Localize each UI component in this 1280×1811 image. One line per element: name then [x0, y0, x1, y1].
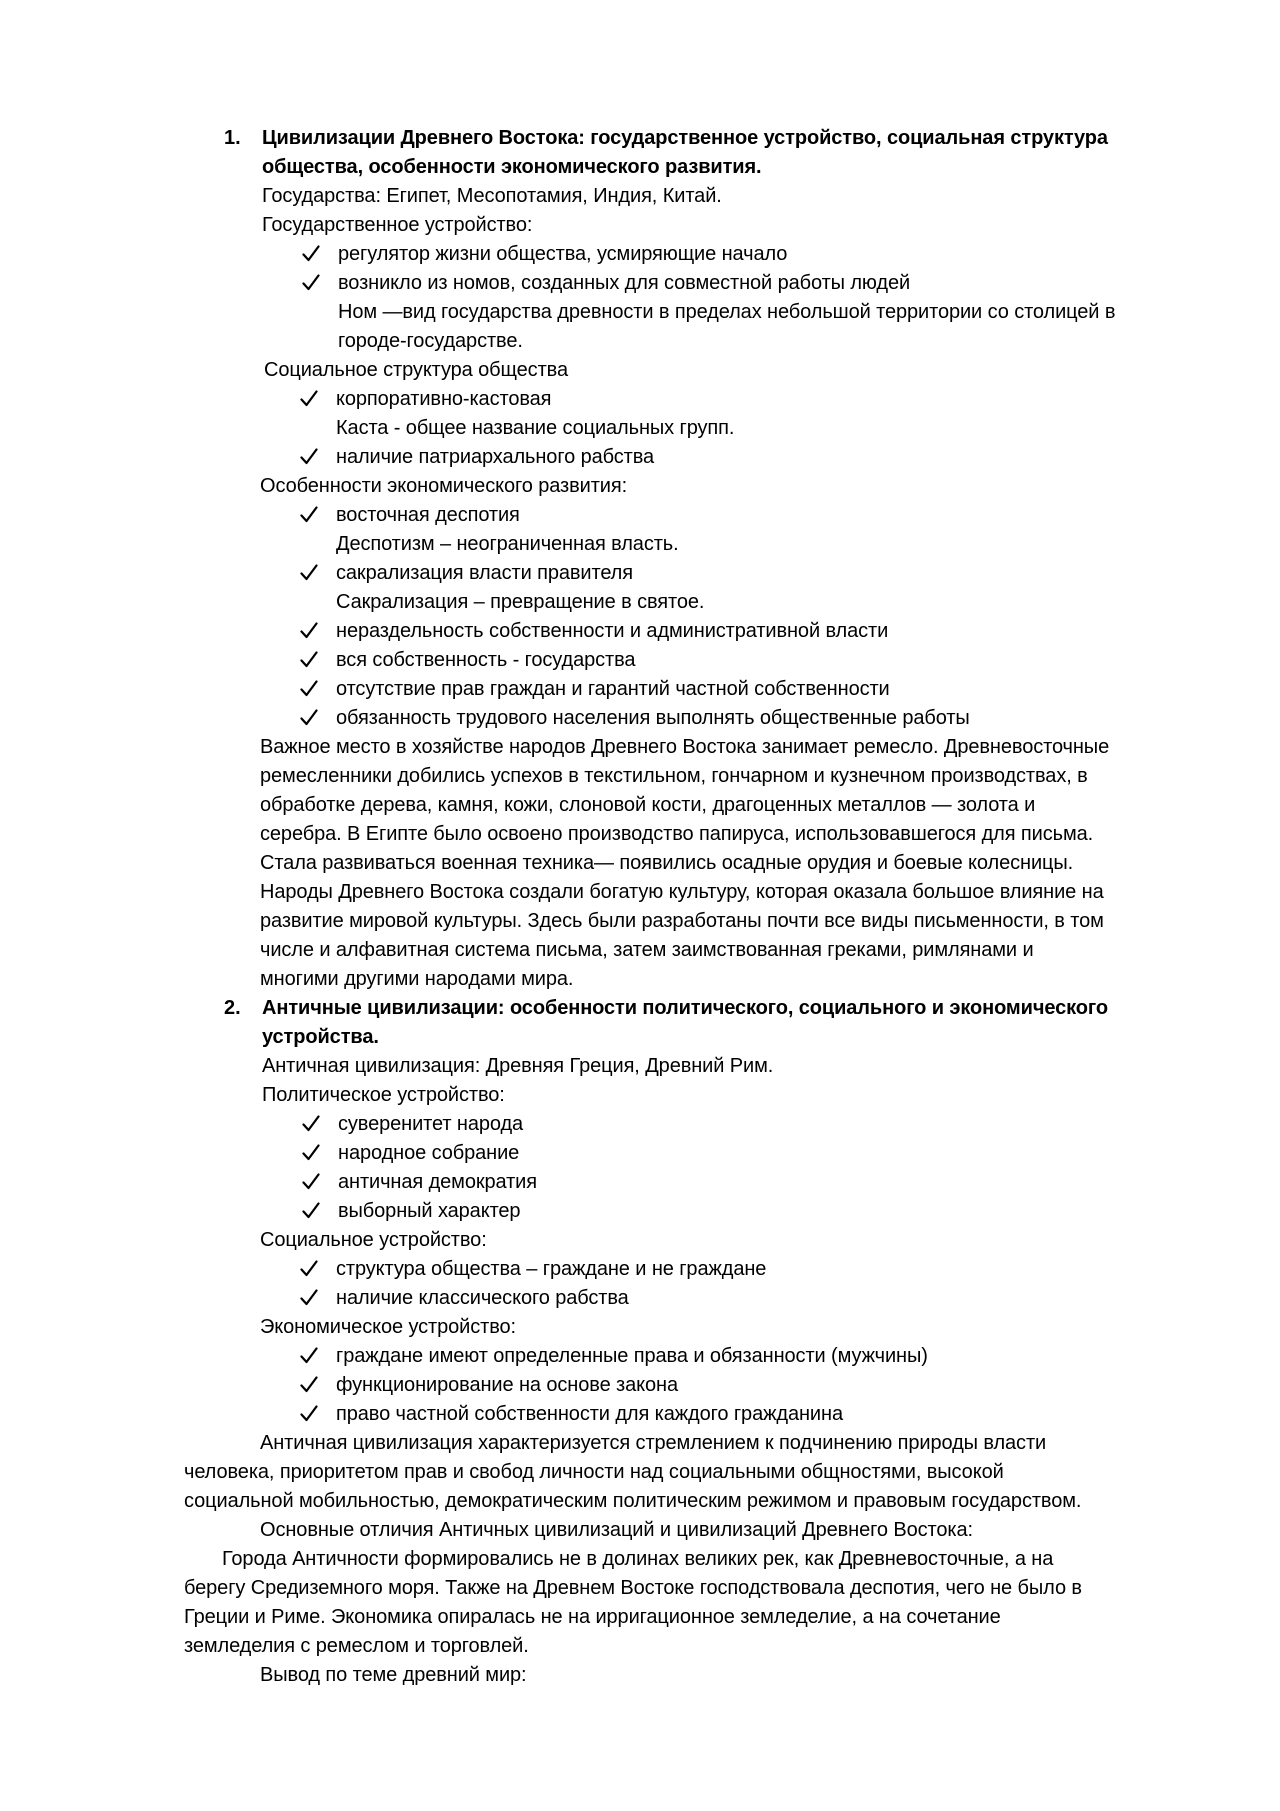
paragraph-line: развитие мировой культуры. Здесь были разработаны почти все виды письменности, в том	[260, 910, 1104, 932]
definition-text: Сакрализация – превращение в святое.	[336, 591, 705, 613]
paragraph-line: числе и алфавитная система письма, затем заимствованная греками, римлянами и	[260, 939, 1034, 961]
paragraph-line: Важное место в хозяйстве народов Древнего Востока занимает ремесло. Древневосточные	[260, 736, 1110, 758]
checkmark-icon	[300, 1255, 320, 1284]
checkmark-icon	[302, 269, 322, 298]
list-item: обязанность трудового населения выполнять общественные работы	[336, 707, 970, 729]
subheading: Особенности экономического развития:	[260, 475, 628, 497]
list-item: корпоративно-кастовая	[336, 388, 552, 410]
checkmark-icon	[302, 1139, 322, 1168]
list-item: структура общества – граждане и не граждане	[336, 1258, 767, 1280]
subheading: Экономическое устройство:	[260, 1316, 516, 1338]
list-item: народное собрание	[338, 1142, 520, 1164]
subheading: Социальное устройство:	[260, 1229, 487, 1251]
checkmark-icon	[302, 1110, 322, 1139]
definition-text: Каста - общее название социальных групп.	[336, 417, 735, 439]
checkmark-icon	[302, 1168, 322, 1197]
list-item: восточная деспотия	[336, 504, 520, 526]
list-item: регулятор жизни общества, усмиряющие начало	[338, 243, 788, 265]
list-item: сакрализация власти правителя	[336, 562, 633, 584]
checkmark-icon	[300, 443, 320, 472]
paragraph-line: социальной мобильностью, демократическим политическим режимом и правовым государством.	[184, 1490, 1082, 1512]
list-item: отсутствие прав граждан и гарантий частной собственности	[336, 678, 890, 700]
section-title: Цивилизации Древнего Востока: государственное устройство, социальная структура	[262, 127, 1108, 149]
section-number: 1.	[224, 127, 241, 149]
subheading: Государственное устройство:	[262, 214, 533, 236]
states-line: Античная цивилизация: Древняя Греция, Древний Рим.	[262, 1055, 774, 1077]
subheading: Политическое устройство:	[262, 1084, 505, 1106]
list-item: выборный характер	[338, 1200, 521, 1222]
checkmark-icon	[300, 675, 320, 704]
paragraph-heading: Основные отличия Античных цивилизаций и цивилизаций Древнего Востока:	[260, 1519, 973, 1541]
paragraph-line: ремесленники добились успехов в текстильном, гончарном и кузнечном производствах, в	[260, 765, 1088, 787]
checkmark-icon	[300, 1371, 320, 1400]
checkmark-icon	[302, 1197, 322, 1226]
paragraph-line: берегу Средиземного моря. Также на Древнем Востоке господствовала деспотия, чего не было в	[184, 1577, 1082, 1599]
paragraph-line: обработке дерева, камня, кожи, слоновой кости, драгоценных металлов — золота и	[260, 794, 1036, 816]
paragraph-line: земледелия с ремеслом и торговлей.	[184, 1635, 529, 1657]
definition-text: Деспотизм – неограниченная власть.	[336, 533, 679, 555]
paragraph-line: Города Античности формировались не в долинах великих рек, как Древневосточные, а на	[222, 1548, 1054, 1570]
checkmark-icon	[300, 646, 320, 675]
paragraph-line: многими другими народами мира.	[260, 968, 574, 990]
paragraph-line: Греции и Риме. Экономика опиралась не на ирригационное земледелие, а на сочетание	[184, 1606, 1001, 1628]
definition-text: Ном —вид государства древности в пределах небольшой территории со столицей в	[338, 301, 1116, 323]
section-title: устройства.	[262, 1026, 379, 1048]
list-item: граждане имеют определенные права и обязанности (мужчины)	[336, 1345, 928, 1367]
definition-text: городе-государстве.	[338, 330, 523, 352]
paragraph-line: Стала развиваться военная техника— появились осадные орудия и боевые колесницы.	[260, 852, 1074, 874]
list-item: античная демократия	[338, 1171, 537, 1193]
section-number: 2.	[224, 997, 241, 1019]
list-item: наличие патриархального рабства	[336, 446, 655, 468]
list-item: вся собственность - государства	[336, 649, 636, 671]
paragraph-line: Античная цивилизация характеризуется стремлением к подчинению природы власти	[260, 1432, 1047, 1454]
checkmark-icon	[300, 1284, 320, 1313]
checkmark-icon	[300, 501, 320, 530]
paragraph-line: Народы Древнего Востока создали богатую культуру, которая оказала большое влияние на	[260, 881, 1104, 903]
checkmark-icon	[300, 1342, 320, 1371]
paragraph-line: серебра. В Египте было освоено производство папируса, использовавшегося для письма.	[260, 823, 1094, 845]
list-item: наличие классического рабства	[336, 1287, 629, 1309]
subheading: Социальное структура общества	[264, 359, 568, 381]
list-item: возникло из номов, созданных для совместной работы людей	[338, 272, 911, 294]
paragraph-line: человека, приоритетом прав и свобод личности над социальными общностями, высокой	[184, 1461, 1004, 1483]
checkmark-icon	[300, 617, 320, 646]
checkmark-icon	[302, 240, 322, 269]
list-item: право частной собственности для каждого гражданина	[336, 1403, 843, 1425]
list-item: суверенитет народа	[338, 1113, 524, 1135]
conclusion-line: Вывод по теме древний мир:	[260, 1664, 527, 1686]
section-title: общества, особенности экономического развития.	[262, 156, 762, 178]
list-item: функционирование на основе закона	[336, 1374, 679, 1396]
checkmark-icon	[300, 704, 320, 733]
checkmark-icon	[300, 559, 320, 588]
states-line: Государства: Египет, Месопотамия, Индия, Китай.	[262, 185, 722, 207]
section-title: Античные цивилизации: особенности политического, социального и экономического	[262, 997, 1108, 1019]
checkmark-icon	[300, 385, 320, 414]
checkmark-icon	[300, 1400, 320, 1429]
list-item: нераздельность собственности и административной власти	[336, 620, 889, 642]
